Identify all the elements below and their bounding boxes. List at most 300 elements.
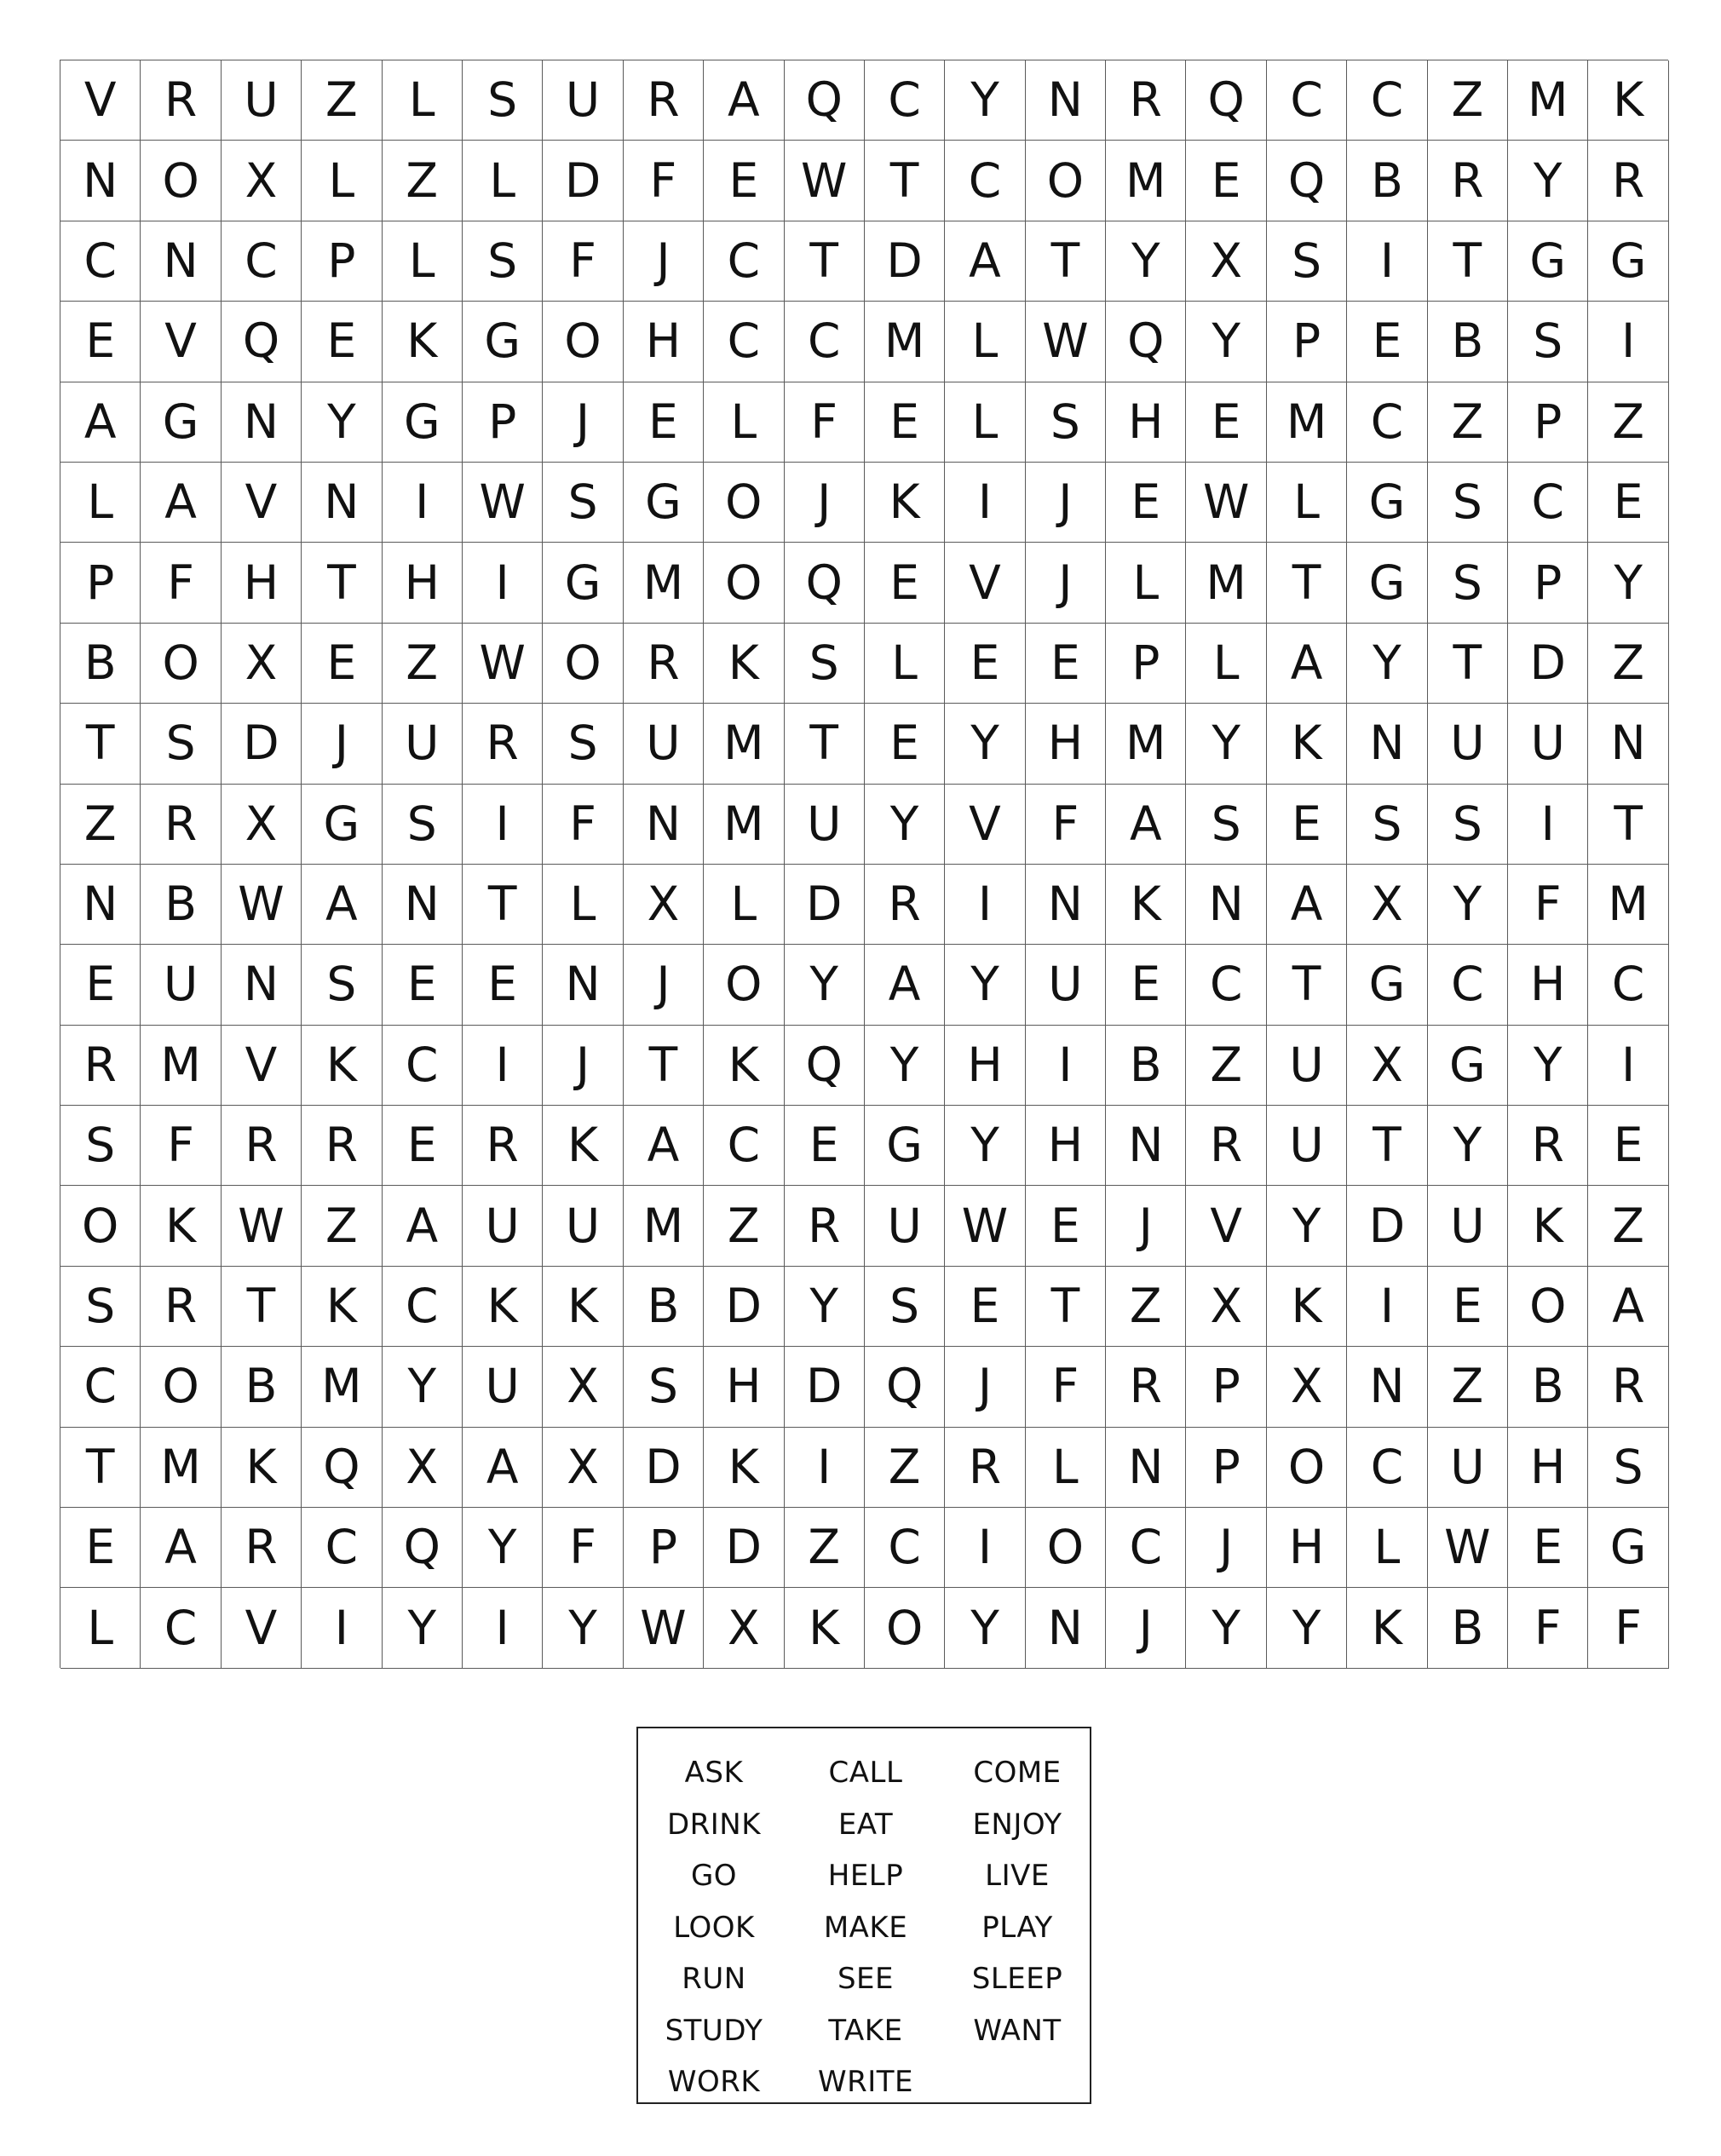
grid-cell[interactable]: M [1508,60,1588,141]
grid-cell[interactable]: F [141,1106,221,1186]
grid-cell[interactable]: L [60,1588,141,1668]
grid-cell[interactable]: I [785,1428,865,1508]
grid-cell[interactable]: U [1428,704,1508,784]
grid-cell[interactable]: U [865,1186,945,1266]
grid-cell[interactable]: J [1026,463,1106,543]
grid-cell[interactable]: N [141,221,221,302]
grid-cell[interactable]: J [1106,1588,1186,1668]
grid-cell[interactable]: E [302,302,382,382]
grid-cell[interactable]: B [1428,302,1508,382]
grid-cell[interactable]: I [1347,1267,1427,1347]
grid-cell[interactable]: J [624,221,704,302]
grid-cell[interactable]: O [704,543,784,623]
grid-cell[interactable]: L [704,382,784,463]
grid-cell[interactable]: E [1508,1508,1588,1588]
grid-cell[interactable]: S [785,624,865,704]
grid-cell[interactable]: Y [1267,1588,1347,1668]
grid-cell[interactable]: E [624,382,704,463]
grid-cell[interactable]: L [1186,624,1266,704]
grid-cell[interactable]: C [1428,945,1508,1025]
grid-cell[interactable]: R [60,1026,141,1106]
grid-cell[interactable]: D [543,141,623,221]
grid-cell[interactable]: R [865,865,945,945]
grid-cell[interactable]: B [1347,141,1427,221]
grid-cell[interactable]: H [383,543,463,623]
grid-cell[interactable]: E [60,302,141,382]
grid-cell[interactable]: R [141,785,221,865]
grid-cell[interactable]: L [865,624,945,704]
grid-cell[interactable]: S [1428,543,1508,623]
grid-cell[interactable]: K [302,1026,382,1106]
grid-cell[interactable]: S [141,704,221,784]
grid-cell[interactable]: L [383,221,463,302]
grid-cell[interactable]: Y [865,785,945,865]
grid-cell[interactable]: Q [865,1347,945,1427]
grid-cell[interactable]: T [1428,624,1508,704]
grid-cell[interactable]: M [302,1347,382,1427]
grid-cell[interactable]: A [141,463,221,543]
grid-cell[interactable]: F [543,221,623,302]
grid-cell[interactable]: E [1106,463,1186,543]
grid-cell[interactable]: N [1347,1347,1427,1427]
grid-cell[interactable]: T [785,221,865,302]
grid-cell[interactable]: Z [383,141,463,221]
grid-cell[interactable]: F [1508,865,1588,945]
grid-cell[interactable]: Y [383,1347,463,1427]
grid-cell[interactable]: V [945,543,1025,623]
grid-cell[interactable]: I [945,1508,1025,1588]
grid-cell[interactable]: Y [785,1267,865,1347]
grid-cell[interactable]: T [865,141,945,221]
grid-cell[interactable]: M [1106,704,1186,784]
grid-cell[interactable]: A [383,1186,463,1266]
grid-cell[interactable]: C [1267,60,1347,141]
grid-cell[interactable]: E [1026,624,1106,704]
grid-cell[interactable]: K [222,1428,302,1508]
grid-cell[interactable]: M [141,1428,221,1508]
grid-cell[interactable]: Q [785,1026,865,1106]
grid-cell[interactable]: N [1347,704,1427,784]
grid-cell[interactable]: Y [945,945,1025,1025]
grid-cell[interactable]: G [543,543,623,623]
grid-cell[interactable]: T [1026,221,1106,302]
grid-cell[interactable]: G [1428,1026,1508,1106]
grid-cell[interactable]: C [865,60,945,141]
grid-cell[interactable]: X [1267,1347,1347,1427]
grid-cell[interactable]: N [222,945,302,1025]
grid-cell[interactable]: Q [1106,302,1186,382]
grid-cell[interactable]: G [463,302,543,382]
grid-cell[interactable]: I [945,865,1025,945]
grid-cell[interactable]: Q [785,543,865,623]
grid-cell[interactable]: O [865,1588,945,1668]
grid-cell[interactable]: Z [865,1428,945,1508]
grid-cell[interactable]: Y [945,1588,1025,1668]
grid-cell[interactable]: Y [302,382,382,463]
grid-cell[interactable]: U [141,945,221,1025]
grid-cell[interactable]: U [383,704,463,784]
grid-cell[interactable]: J [543,1026,623,1106]
grid-cell[interactable]: P [1267,302,1347,382]
grid-cell[interactable]: U [1026,945,1106,1025]
grid-cell[interactable]: E [60,945,141,1025]
grid-cell[interactable]: Z [302,60,382,141]
grid-cell[interactable]: X [1186,1267,1266,1347]
grid-cell[interactable]: S [463,60,543,141]
grid-cell[interactable]: X [222,141,302,221]
grid-cell[interactable]: E [865,543,945,623]
grid-cell[interactable]: B [60,624,141,704]
grid-cell[interactable]: C [1347,60,1427,141]
grid-cell[interactable]: S [543,704,623,784]
grid-cell[interactable]: T [60,1428,141,1508]
grid-cell[interactable]: R [302,1106,382,1186]
grid-cell[interactable]: L [945,382,1025,463]
grid-cell[interactable]: A [1267,624,1347,704]
grid-cell[interactable]: Y [1428,865,1508,945]
grid-cell[interactable]: K [865,463,945,543]
grid-cell[interactable]: Y [945,704,1025,784]
grid-cell[interactable]: O [141,141,221,221]
grid-cell[interactable]: U [1428,1186,1508,1266]
grid-cell[interactable]: J [543,382,623,463]
grid-cell[interactable]: G [1588,221,1668,302]
grid-cell[interactable]: O [704,463,784,543]
grid-cell[interactable]: G [383,382,463,463]
grid-cell[interactable]: G [1347,543,1427,623]
grid-cell[interactable]: Y [1508,1026,1588,1106]
grid-cell[interactable]: C [222,221,302,302]
grid-cell[interactable]: E [945,1267,1025,1347]
grid-cell[interactable]: K [704,1026,784,1106]
grid-cell[interactable]: E [865,382,945,463]
grid-cell[interactable]: D [704,1508,784,1588]
grid-cell[interactable]: Y [1508,141,1588,221]
grid-cell[interactable]: U [624,704,704,784]
grid-cell[interactable]: S [1026,382,1106,463]
grid-cell[interactable]: Y [1186,1588,1266,1668]
grid-cell[interactable]: J [1106,1186,1186,1266]
grid-cell[interactable]: S [1186,785,1266,865]
grid-cell[interactable]: Y [1186,302,1266,382]
grid-cell[interactable]: D [785,865,865,945]
grid-cell[interactable]: F [1026,785,1106,865]
grid-cell[interactable]: K [1106,865,1186,945]
grid-cell[interactable]: I [1588,302,1668,382]
grid-cell[interactable]: C [1588,945,1668,1025]
grid-cell[interactable]: I [1026,1026,1106,1106]
grid-cell[interactable]: B [1106,1026,1186,1106]
grid-cell[interactable]: P [60,543,141,623]
grid-cell[interactable]: V [222,463,302,543]
grid-cell[interactable]: M [704,785,784,865]
grid-cell[interactable]: K [1347,1588,1427,1668]
grid-cell[interactable]: P [463,382,543,463]
grid-cell[interactable]: D [865,221,945,302]
grid-cell[interactable]: V [945,785,1025,865]
grid-cell[interactable]: X [704,1588,784,1668]
grid-cell[interactable]: P [302,221,382,302]
grid-cell[interactable]: C [704,1106,784,1186]
grid-cell[interactable]: U [1508,704,1588,784]
grid-cell[interactable]: R [945,1428,1025,1508]
grid-cell[interactable]: W [1428,1508,1508,1588]
grid-cell[interactable]: U [222,60,302,141]
grid-cell[interactable]: N [60,865,141,945]
grid-cell[interactable]: M [1106,141,1186,221]
grid-cell[interactable]: K [1267,704,1347,784]
grid-cell[interactable]: Q [1267,141,1347,221]
grid-cell[interactable]: E [865,704,945,784]
grid-cell[interactable]: F [1588,1588,1668,1668]
grid-cell[interactable]: Z [60,785,141,865]
grid-cell[interactable]: K [383,302,463,382]
grid-cell[interactable]: H [704,1347,784,1427]
grid-cell[interactable]: K [463,1267,543,1347]
grid-cell[interactable]: X [1186,221,1266,302]
grid-cell[interactable]: C [1186,945,1266,1025]
grid-cell[interactable]: D [222,704,302,784]
grid-cell[interactable]: K [543,1106,623,1186]
grid-cell[interactable]: N [1588,704,1668,784]
grid-cell[interactable]: L [945,302,1025,382]
grid-cell[interactable]: N [1026,60,1106,141]
grid-cell[interactable]: M [704,704,784,784]
grid-cell[interactable]: N [624,785,704,865]
grid-cell[interactable]: G [1508,221,1588,302]
grid-cell[interactable]: G [1588,1508,1668,1588]
grid-cell[interactable]: H [1026,704,1106,784]
grid-cell[interactable]: D [704,1267,784,1347]
grid-cell[interactable]: Z [383,624,463,704]
grid-cell[interactable]: E [1588,1106,1668,1186]
grid-cell[interactable]: E [1106,945,1186,1025]
grid-cell[interactable]: U [543,1186,623,1266]
grid-cell[interactable]: A [1106,785,1186,865]
grid-cell[interactable]: L [1347,1508,1427,1588]
grid-cell[interactable]: U [543,60,623,141]
grid-cell[interactable]: H [1106,382,1186,463]
grid-cell[interactable]: O [1026,141,1106,221]
grid-cell[interactable]: C [383,1267,463,1347]
grid-cell[interactable]: E [302,624,382,704]
grid-cell[interactable]: A [624,1106,704,1186]
grid-cell[interactable]: I [463,785,543,865]
grid-cell[interactable]: W [1186,463,1266,543]
grid-cell[interactable]: L [704,865,784,945]
grid-cell[interactable]: Z [1428,60,1508,141]
grid-cell[interactable]: M [624,1186,704,1266]
grid-cell[interactable]: C [60,1347,141,1427]
grid-cell[interactable]: S [1428,463,1508,543]
grid-cell[interactable]: C [945,141,1025,221]
grid-cell[interactable]: D [785,1347,865,1427]
grid-cell[interactable]: Y [1106,221,1186,302]
grid-cell[interactable]: S [624,1347,704,1427]
grid-cell[interactable]: I [463,543,543,623]
grid-cell[interactable]: Z [1186,1026,1266,1106]
grid-cell[interactable]: L [1267,463,1347,543]
grid-cell[interactable]: O [1267,1428,1347,1508]
grid-cell[interactable]: M [1267,382,1347,463]
grid-cell[interactable]: I [945,463,1025,543]
grid-cell[interactable]: C [1347,1428,1427,1508]
grid-cell[interactable]: Y [1428,1106,1508,1186]
grid-cell[interactable]: K [704,624,784,704]
grid-cell[interactable]: K [704,1428,784,1508]
grid-cell[interactable]: B [1508,1347,1588,1427]
grid-cell[interactable]: I [463,1026,543,1106]
grid-cell[interactable]: K [1267,1267,1347,1347]
grid-cell[interactable]: C [1508,463,1588,543]
grid-cell[interactable]: M [1588,865,1668,945]
grid-cell[interactable]: E [704,141,784,221]
grid-cell[interactable]: G [1347,463,1427,543]
grid-cell[interactable]: X [543,1347,623,1427]
grid-cell[interactable]: C [302,1508,382,1588]
grid-cell[interactable]: Z [1428,1347,1508,1427]
grid-cell[interactable]: Z [704,1186,784,1266]
grid-cell[interactable]: J [624,945,704,1025]
grid-cell[interactable]: B [222,1347,302,1427]
grid-cell[interactable]: C [704,302,784,382]
grid-cell[interactable]: V [141,302,221,382]
grid-cell[interactable]: N [1106,1428,1186,1508]
grid-cell[interactable]: M [624,543,704,623]
grid-cell[interactable]: P [1508,543,1588,623]
grid-cell[interactable]: R [1588,1347,1668,1427]
grid-cell[interactable]: E [1347,302,1427,382]
grid-cell[interactable]: X [1347,865,1427,945]
grid-cell[interactable]: X [1347,1026,1427,1106]
grid-cell[interactable]: O [543,624,623,704]
grid-cell[interactable]: Y [865,1026,945,1106]
grid-cell[interactable]: C [865,1508,945,1588]
grid-cell[interactable]: O [141,1347,221,1427]
grid-cell[interactable]: Z [1588,382,1668,463]
grid-cell[interactable]: S [383,785,463,865]
grid-cell[interactable]: N [543,945,623,1025]
grid-cell[interactable]: F [624,141,704,221]
grid-cell[interactable]: Y [463,1508,543,1588]
grid-cell[interactable]: P [1106,624,1186,704]
grid-cell[interactable]: T [1267,945,1347,1025]
grid-cell[interactable]: V [1186,1186,1266,1266]
grid-cell[interactable]: R [1508,1106,1588,1186]
grid-cell[interactable]: P [1186,1347,1266,1427]
grid-cell[interactable]: K [141,1186,221,1266]
grid-cell[interactable]: U [463,1186,543,1266]
grid-cell[interactable]: T [302,543,382,623]
grid-cell[interactable]: E [60,1508,141,1588]
grid-cell[interactable]: W [1026,302,1106,382]
grid-cell[interactable]: T [1588,785,1668,865]
grid-cell[interactable]: E [1186,141,1266,221]
grid-cell[interactable]: Q [222,302,302,382]
grid-cell[interactable]: T [60,704,141,784]
grid-cell[interactable]: N [302,463,382,543]
grid-cell[interactable]: Z [1106,1267,1186,1347]
grid-cell[interactable]: E [1026,1186,1106,1266]
grid-cell[interactable]: O [60,1186,141,1266]
grid-cell[interactable]: E [383,1106,463,1186]
grid-cell[interactable]: J [302,704,382,784]
grid-cell[interactable]: Y [1267,1186,1347,1266]
grid-cell[interactable]: U [463,1347,543,1427]
grid-cell[interactable]: T [222,1267,302,1347]
grid-cell[interactable]: K [302,1267,382,1347]
grid-cell[interactable]: U [785,785,865,865]
grid-cell[interactable]: R [1106,60,1186,141]
grid-cell[interactable]: V [60,60,141,141]
grid-cell[interactable]: S [543,463,623,543]
grid-cell[interactable]: K [1588,60,1668,141]
grid-cell[interactable]: V [222,1026,302,1106]
grid-cell[interactable]: A [704,60,784,141]
grid-cell[interactable]: Q [302,1428,382,1508]
grid-cell[interactable]: Y [1347,624,1427,704]
grid-cell[interactable]: E [463,945,543,1025]
grid-cell[interactable]: F [543,1508,623,1588]
grid-cell[interactable]: N [60,141,141,221]
grid-cell[interactable]: F [1026,1347,1106,1427]
grid-cell[interactable]: E [1428,1267,1508,1347]
grid-cell[interactable]: T [1347,1106,1427,1186]
grid-cell[interactable]: L [302,141,382,221]
grid-cell[interactable]: R [141,60,221,141]
grid-cell[interactable]: N [383,865,463,945]
grid-cell[interactable]: E [383,945,463,1025]
grid-cell[interactable]: S [1267,221,1347,302]
grid-cell[interactable]: G [865,1106,945,1186]
grid-cell[interactable]: Q [1186,60,1266,141]
grid-cell[interactable]: C [60,221,141,302]
grid-cell[interactable]: M [865,302,945,382]
grid-cell[interactable]: G [141,382,221,463]
grid-cell[interactable]: H [222,543,302,623]
grid-cell[interactable]: T [1026,1267,1106,1347]
grid-cell[interactable]: T [624,1026,704,1106]
grid-cell[interactable]: H [945,1026,1025,1106]
grid-cell[interactable]: W [945,1186,1025,1266]
grid-cell[interactable]: A [1267,865,1347,945]
grid-cell[interactable]: C [383,1026,463,1106]
grid-cell[interactable]: S [302,945,382,1025]
grid-cell[interactable]: R [624,60,704,141]
grid-cell[interactable]: N [1106,1106,1186,1186]
grid-cell[interactable]: X [543,1428,623,1508]
grid-cell[interactable]: I [1508,785,1588,865]
grid-cell[interactable]: G [624,463,704,543]
grid-cell[interactable]: A [945,221,1025,302]
grid-cell[interactable]: Y [1588,543,1668,623]
grid-cell[interactable]: E [1267,785,1347,865]
grid-cell[interactable]: R [785,1186,865,1266]
grid-cell[interactable]: F [785,382,865,463]
grid-cell[interactable]: O [1026,1508,1106,1588]
grid-cell[interactable]: T [785,704,865,784]
grid-cell[interactable]: S [1588,1428,1668,1508]
grid-cell[interactable]: L [60,463,141,543]
grid-cell[interactable]: J [785,463,865,543]
grid-cell[interactable]: C [141,1588,221,1668]
grid-cell[interactable]: A [463,1428,543,1508]
grid-cell[interactable]: H [624,302,704,382]
grid-cell[interactable]: Z [785,1508,865,1588]
grid-cell[interactable]: S [1428,785,1508,865]
grid-cell[interactable]: H [1267,1508,1347,1588]
grid-cell[interactable]: I [463,1588,543,1668]
